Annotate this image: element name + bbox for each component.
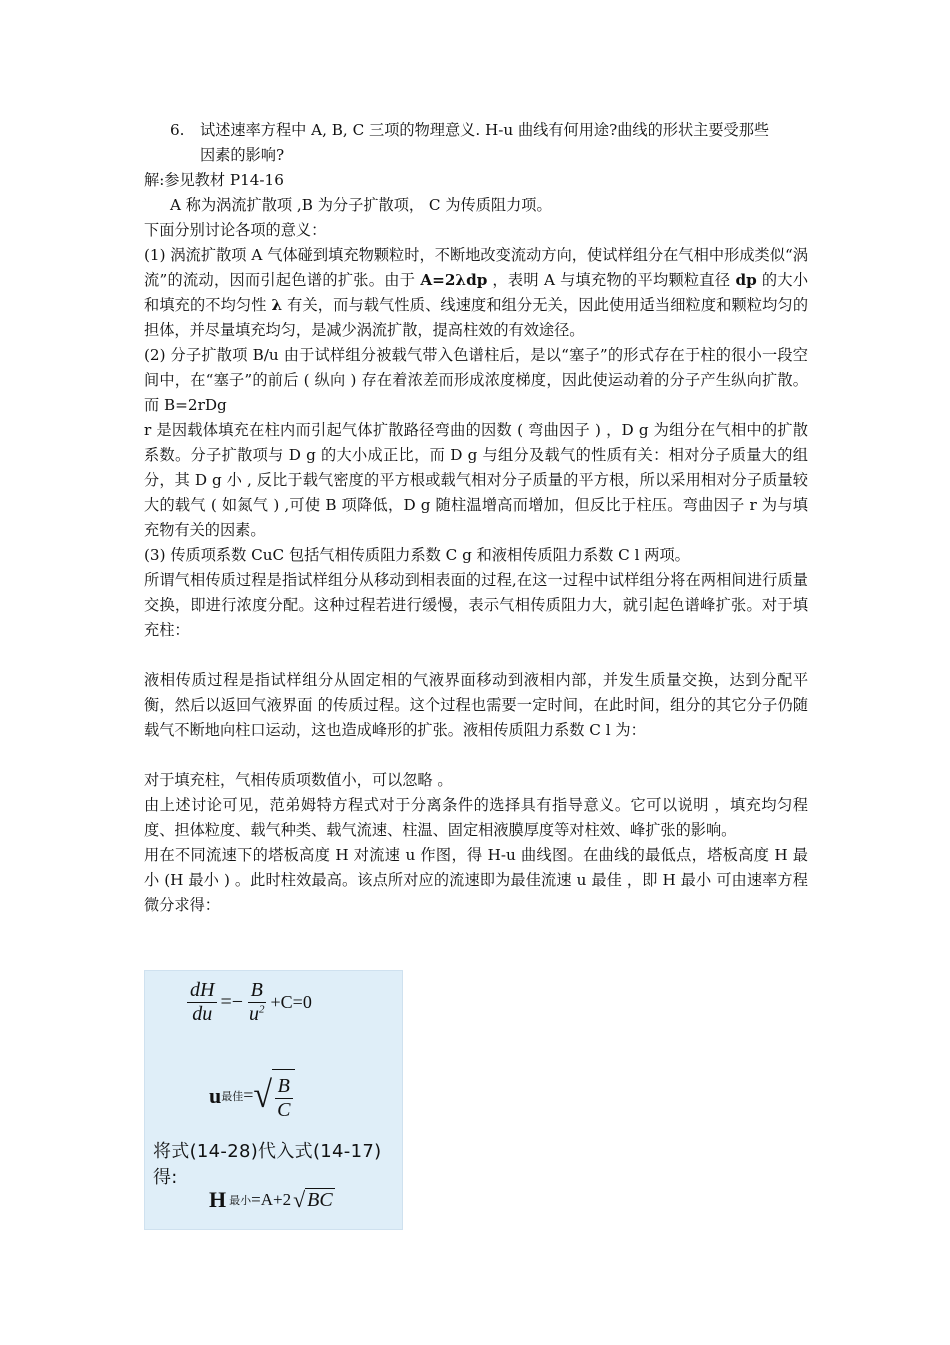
paragraph-molecular-diffusion: (2) 分子扩散项 B/u 由于试样组分被载气带入色谱柱后，是以“塞子”的形式存在于柱的很小一段空间中，在“塞子”的前后 ( 纵向 ) 存在着浓差而形成浓度梯度，因此使运动着的分子产生纵向扩散。而 B=2rDg — [144, 346, 808, 414]
b-numerator: B — [248, 979, 266, 1003]
question-number: 6. — [170, 121, 185, 139]
h-symbol: H — [209, 1187, 227, 1212]
lambda-symbol: λ — [271, 296, 283, 314]
question-line-2: 因素的影响? — [200, 146, 285, 164]
optimal-subscript: 最佳 — [221, 1089, 244, 1103]
paragraph-liquid-phase: 液相传质过程是指试样组分从固定相的气液界面移动到液相内部，并发生质量交换，达到分配平衡，然后以返回气液界面 的传质过程。这个过程也需要一定时间，在此时间，组分的其它分子仍随载气不断地向柱口运动，这也造成峰形的扩张。液相传质阻力系数 C l 为： — [144, 671, 808, 739]
question-text — [200, 118, 808, 168]
blank-space — [144, 743, 808, 768]
dh-numerator: dH — [187, 979, 217, 1003]
dh-du-fraction — [187, 979, 217, 1026]
substitution-caption: 将式(14-28)代入式(14-17)得: — [153, 1141, 382, 1188]
answer-reference: 解:参见教材 P14-16 — [144, 171, 284, 189]
discussion-intro: 下面分别讨论各项的意义： — [144, 221, 327, 239]
paragraph-gas-phase: 所谓气相传质过程是指试样组分从移动到相表面的过程,在这一过程中试样组分将在两相间进行质量交换，即进行浓度分配。这种过程若进行缓慢，表示气相传质阻力大，就引起色谱峰扩张。对于填充柱： — [144, 571, 808, 639]
square-exponent: 2 — [259, 1003, 265, 1016]
formula-image — [144, 970, 403, 1230]
paragraph-packed-column: 对于填充柱，气相传质项数值小，可以忽略 。 — [144, 771, 453, 789]
equals-minus: =− — [220, 991, 244, 1013]
u2-denominator — [246, 1003, 268, 1026]
question-line-1: 试述速率方程中 A, B, C 三项的物理意义. H-u 曲线有何用途?曲线的形状主要受那些 — [200, 121, 770, 139]
min-subscript: 最小 — [229, 1194, 252, 1207]
bc-term: BC — [307, 1189, 333, 1211]
optimal-velocity-equation — [209, 1069, 295, 1122]
plus-c-zero: +C=0 — [270, 992, 312, 1012]
paragraph-mass-transfer: (3) 传质项系数 CuC 包括气相传质阻力系数 C g 和液相传质阻力系数 C l 两项。 — [144, 546, 690, 564]
a-plus-2: =A+2 — [251, 1190, 292, 1209]
b-over-u2-fraction — [246, 979, 268, 1026]
sqrt-bc: √ BC — [293, 1187, 333, 1212]
p1-text-a: (1) 涡流扩散项 A 气体碰到填充物颗粒时，不断地改变流动方向，使试样组分在气相中形成类似“涡流”的流动，因而引起色谱的扩张。由于 — [144, 246, 808, 289]
paragraph-h-u-curve: 用在不同流速下的塔板高度 H 对流速 u 作图，得 H-u 曲线图。在曲线的最低点，塔板高度 H 最小 (H 最小 ) 。此时柱效最高。该点所对应的流速即为最佳流速 u 最佳 ，即 H 最小 可由速率方程微分求得： — [144, 846, 808, 914]
paragraph-eddy-diffusion — [144, 243, 808, 343]
u-optimal-symbol: u — [209, 1082, 222, 1108]
question-6 — [144, 118, 808, 168]
document-body — [144, 118, 808, 918]
p1-text-d: 有关，而与载气性质、线速度和组分无关，因此使用适当细粒度和颗粒均匀的担体，并尽量填充均匀，是减少涡流扩散，提高柱效的有效途径。 — [144, 296, 809, 339]
u-symbol: u — [249, 1003, 260, 1025]
paragraph-tortuosity: r 是因载体填充在柱内而引起气体扩散路径弯曲的因数 ( 弯曲因子 ) ，D g 为组分在气相中的扩散系数。分子扩散项与 D g 的大小成正比，而 D g 与组分及载气的性质有关：相对分子质量大的组分，其 D g 小 , 反比于载气密度的平方根或载气相对分子质量的平方根，所以采用相对分子质量较大的载气 ( 如氮气 ) ,可使 B 项降低，D g 随柱温增高而增加，但反比于柱压。弯曲因子 r 为与填充物有关的因素。 — [144, 421, 808, 539]
paragraph-conclusion: 由上述讨论可见，范弟姆特方程式对于分离条件的选择具有指导意义。它可以说明 ，填充均匀程度、担体粒度、载气种类、载气流速、柱温、固定相液膜厚度等对柱效、峰扩张的影响。 — [144, 796, 808, 839]
sqrt-b: B — [275, 1075, 293, 1099]
minimum-height-equation — [209, 1187, 335, 1213]
sqrt-b-over-c: √ $\frac{B}{C}$ — [253, 1069, 295, 1122]
du-denominator: du — [192, 1003, 213, 1025]
sqrt-c: C — [277, 1099, 291, 1121]
terms-line: A 称为涡流扩散项 ,B 为分子扩散项， C 为传质阻力项。 — [170, 196, 552, 214]
p1-text-c: 的大小和填充的不均匀性 — [144, 271, 809, 314]
eddy-formula: A=2λdp — [420, 271, 488, 289]
p1-text-b: ，表明 A 与填充物的平均颗粒直径 — [487, 271, 736, 289]
blank-space — [144, 643, 808, 668]
equals-sign: = — [243, 1085, 254, 1105]
dp-symbol: dp — [735, 271, 757, 289]
derivative-equation — [187, 979, 315, 1026]
